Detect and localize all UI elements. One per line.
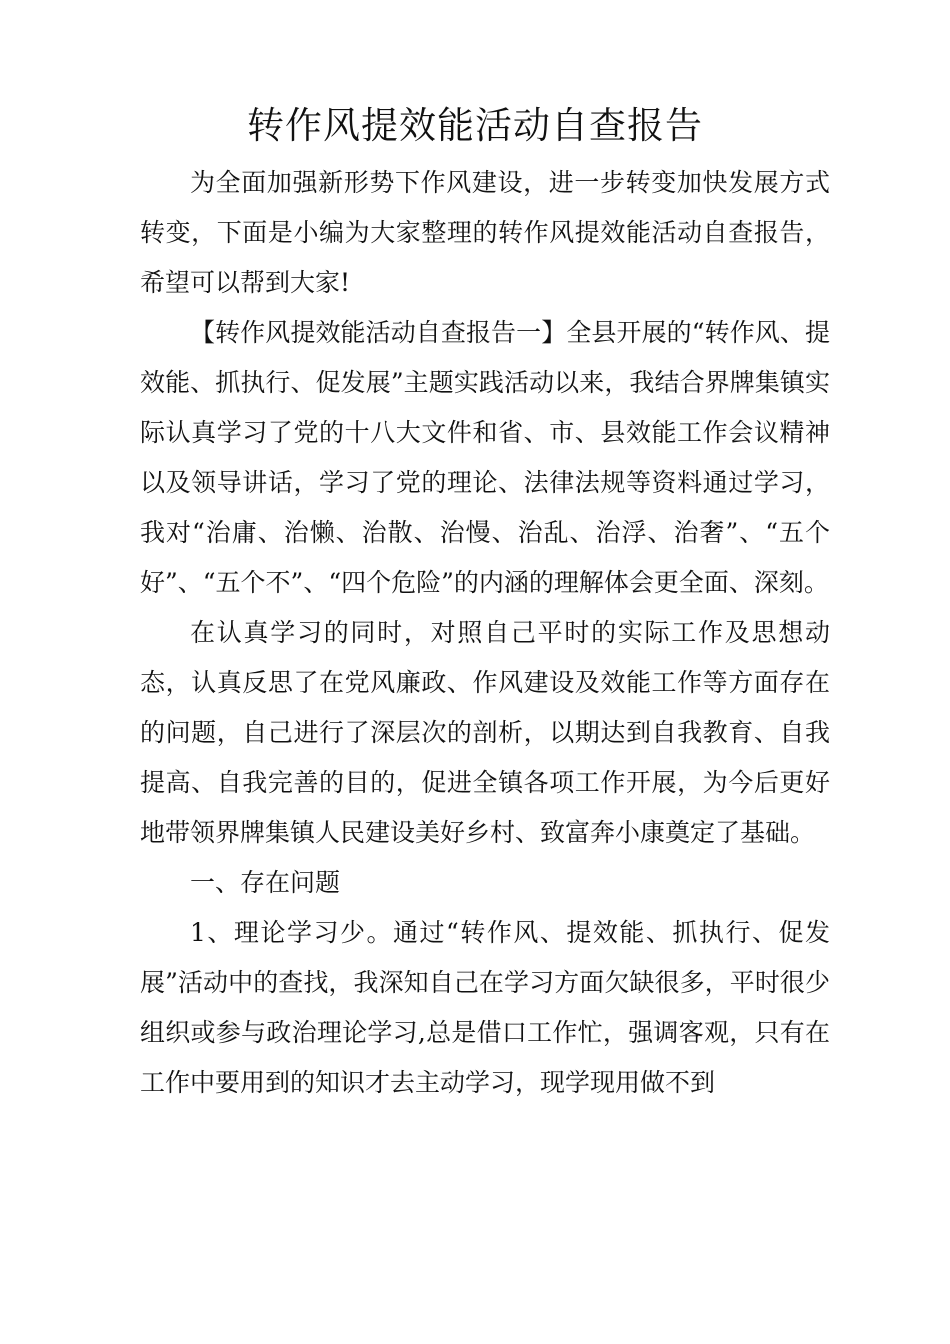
document-title: 转作风提效能活动自查报告 <box>247 104 703 147</box>
paragraph-intro: 为全面加强新形势下作风建设，进一步转变加快发展方式转变，下面是小编为大家整理的转作风提效能活动自查报告，希望可以帮到大家! <box>140 168 830 297</box>
paragraph-reflection: 在认真学习的同时，对照自己平时的实际工作及思想动态，认真反思了在党风廉政、作风建设及效能工作等方面存在的问题，自己进行了深层次的剖析，以期达到自我教育、自我提高、自我完善的目的，促进全镇各项工作开展，为今后更好地带领界牌集镇人民建设美好乡村、致富奔小康奠定了基础。 <box>140 618 830 847</box>
paragraph-problem-one: 1、理论学习少。通过“转作风、提效能、抓执行、促发展”活动中的查找，我深知自己在学习方面欠缺很多，平时很少组织或参与政治理论学习,总是借口工作忙，强调客观，只有在工作中要用到的知识才去主动学习，现学现用做不到 <box>140 918 830 1097</box>
paragraph-report-one: 【转作风提效能活动自查报告一】全县开展的“转作风、提效能、抓执行、促发展”主题实践活动以来，我结合界牌集镇实际认真学习了党的十八大文件和省、市、县效能工作会议精神以及领导讲话，学习了党的理论、法律法规等资料通过学习，我对“治庸、治懒、治散、治慢、治乱、治浮、治奢”、“五个好”、“五个不”、“四个危险”的内涵的理解体会更全面、深刻。 <box>140 318 830 597</box>
document-body <box>140 158 830 1108</box>
section-heading-problems: 一、存在问题 <box>190 868 341 897</box>
